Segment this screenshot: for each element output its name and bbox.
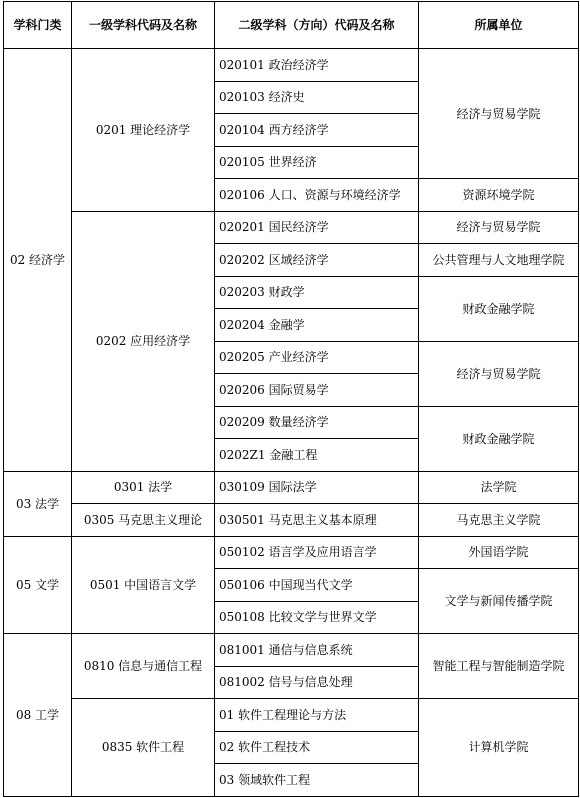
unit-cell: 经济与贸易学院 <box>419 49 579 179</box>
unit-cell: 文学与新闻传播学院 <box>419 569 579 634</box>
level1-cell: 0501 中国语言文学 <box>72 536 215 634</box>
level2-cell: 01 软件工程理论与方法 <box>215 699 419 732</box>
level2-cell: 02 软件工程技术 <box>215 731 419 764</box>
header-level2: 二级学科（方向）代码及名称 <box>215 2 419 49</box>
table-row <box>4 699 579 732</box>
level2-cell: 081001 通信与信息系统 <box>215 634 419 667</box>
unit-cell: 经济与贸易学院 <box>419 341 579 406</box>
level2-cell: 0202Z1 金融工程 <box>215 439 419 472</box>
unit-cell: 经济与贸易学院 <box>419 211 579 244</box>
level1-cell: 0835 软件工程 <box>72 699 215 797</box>
header-level1: 一级学科代码及名称 <box>72 2 215 49</box>
unit-cell: 马克思主义学院 <box>419 504 579 537</box>
unit-cell: 智能工程与智能制造学院 <box>419 634 579 699</box>
level1-cell: 0202 应用经济学 <box>72 211 215 471</box>
table-row <box>4 49 579 82</box>
discipline-table <box>3 1 579 797</box>
unit-cell: 外国语学院 <box>419 536 579 569</box>
level1-cell: 0810 信息与通信工程 <box>72 634 215 699</box>
level2-cell: 050106 中国现当代文学 <box>215 569 419 602</box>
level2-cell: 020203 财政学 <box>215 276 419 309</box>
category-cell: 05 文学 <box>4 536 72 634</box>
level2-cell: 050108 比较文学与世界文学 <box>215 601 419 634</box>
level2-cell: 050102 语言学及应用语言学 <box>215 536 419 569</box>
table-row <box>4 536 579 569</box>
table-row <box>4 471 579 504</box>
table-row <box>4 211 579 244</box>
level2-cell: 020209 数量经济学 <box>215 406 419 439</box>
level2-cell: 020105 世界经济 <box>215 146 419 179</box>
level2-cell: 020101 政治经济学 <box>215 49 419 82</box>
level2-cell: 081002 信号与信息处理 <box>215 666 419 699</box>
level2-cell: 020103 经济史 <box>215 81 419 114</box>
header-category: 学科门类 <box>4 2 72 49</box>
unit-cell: 法学院 <box>419 471 579 504</box>
level2-cell: 020205 产业经济学 <box>215 341 419 374</box>
unit-cell: 计算机学院 <box>419 699 579 797</box>
level2-cell: 030501 马克思主义基本原理 <box>215 504 419 537</box>
level2-cell: 030109 国际法学 <box>215 471 419 504</box>
table-row <box>4 634 579 667</box>
level2-cell: 020104 西方经济学 <box>215 114 419 147</box>
level2-cell: 020206 国际贸易学 <box>215 374 419 407</box>
level1-cell: 0201 理论经济学 <box>72 49 215 212</box>
table-row <box>4 504 579 537</box>
level1-cell: 0305 马克思主义理论 <box>72 504 215 537</box>
level2-cell: 020106 人口、资源与环境经济学 <box>215 179 419 212</box>
level2-cell: 020202 区域经济学 <box>215 244 419 277</box>
category-cell: 03 法学 <box>4 471 72 536</box>
header-unit: 所属单位 <box>419 2 579 49</box>
level1-cell: 0301 法学 <box>72 471 215 504</box>
unit-cell: 财政金融学院 <box>419 406 579 471</box>
header-row <box>4 2 579 49</box>
level2-cell: 03 领域软件工程 <box>215 764 419 797</box>
level2-cell: 020204 金融学 <box>215 309 419 342</box>
category-cell: 08 工学 <box>4 634 72 797</box>
level2-cell: 020201 国民经济学 <box>215 211 419 244</box>
unit-cell: 资源环境学院 <box>419 179 579 212</box>
unit-cell: 公共管理与人文地理学院 <box>419 244 579 277</box>
category-cell: 02 经济学 <box>4 49 72 472</box>
unit-cell: 财政金融学院 <box>419 276 579 341</box>
